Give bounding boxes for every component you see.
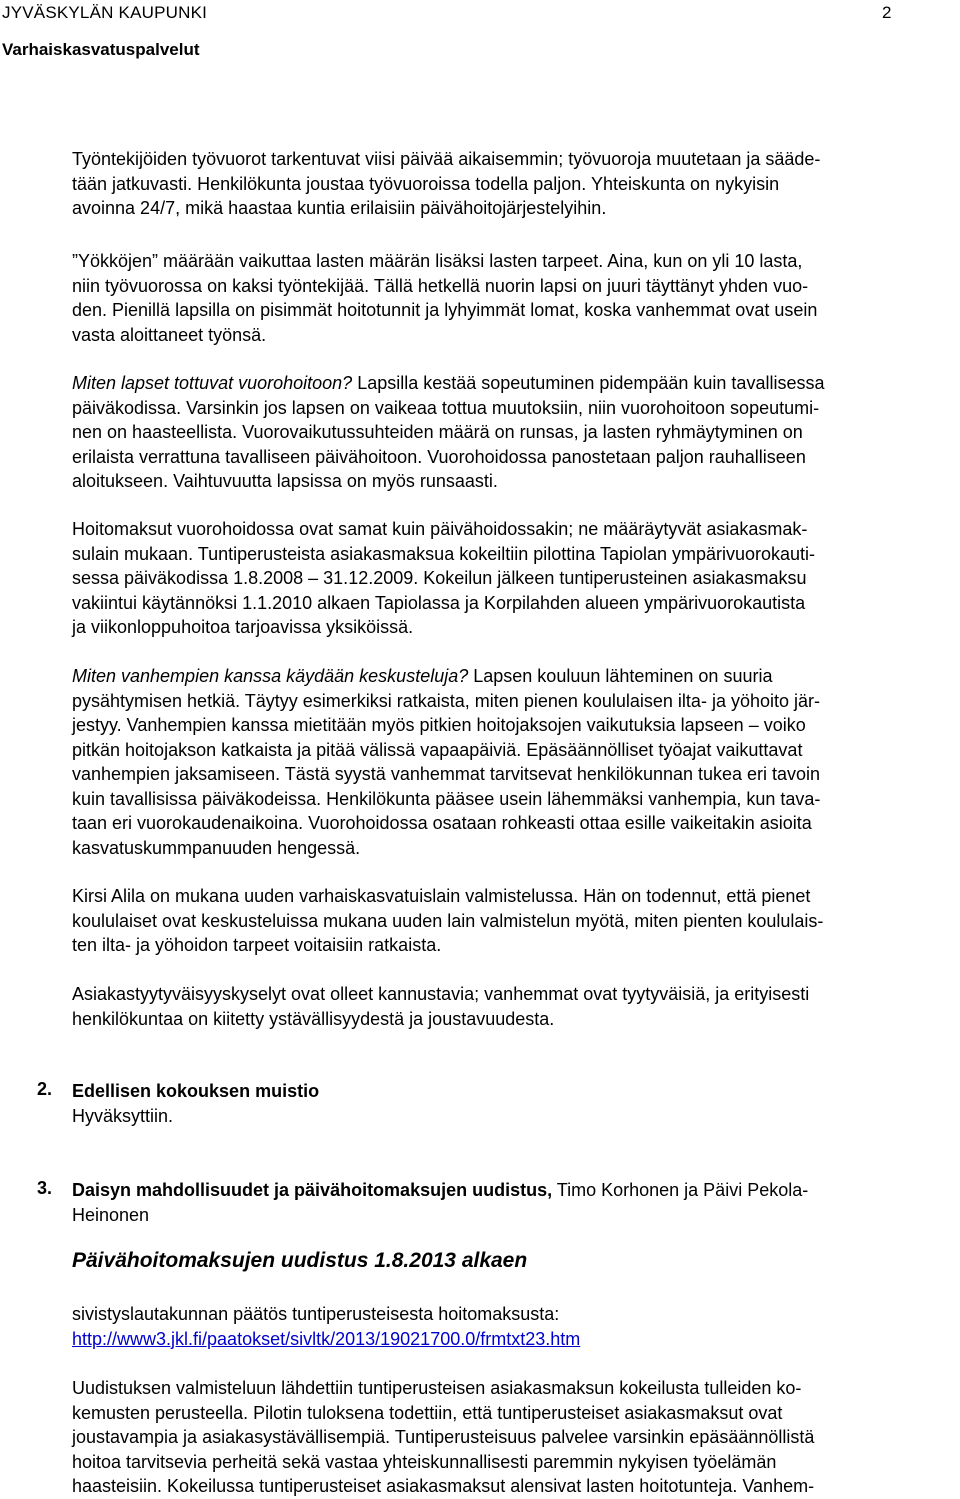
- text-line: den. Pienillä lapsilla on pisimmät hoitotunnit ja lyhyimmät lomat, koska vanhemmat ovat usein: [72, 300, 818, 320]
- text-line: avoinna 24/7, mikä haastaa kuntia erilaisiin päivähoitojärjestelyihin.: [72, 198, 607, 218]
- text-line: Heinonen: [72, 1204, 150, 1225]
- text-line: kuin tavallisissa päiväkodeissa. Henkilökunta pääsee usein lähemmäksi vanhempia, kun tava-: [72, 788, 821, 809]
- text-line: erilaista verrattuna tavalliseen päivähoitoon. Vuorohoidossa panostetaan paljon rauhalliseen: [72, 446, 806, 467]
- paragraph-parents: [72, 664, 952, 860]
- text-line: Kirsi Alila on mukana uuden varhaiskasvatuislain valmistelussa. Hän on todennut, että pienet: [72, 886, 811, 906]
- paragraph-law: [72, 884, 952, 958]
- item-number: 3.: [37, 1178, 53, 1198]
- text-line: taan eri vuorokaudenaikoina. Vuorohoidossa osataan rohkeasti ottaa esille vaikeitakin asioita: [72, 813, 812, 833]
- text-line: Uudistuksen valmisteluun lähdettiin tuntiperusteisen asiakasmaksun kokeilusta tulleiden ko-: [72, 1378, 802, 1398]
- text-line: pitkän hoitojakson katkaista ja pitää välissä vapaapäiviä. Epäsäännölliset työajat vaikuttavat: [72, 739, 803, 760]
- text-line: niin työvuorossa on kaksi työntekijää. Tällä hetkellä nuorin lapsi on juuri täyttänyt yhden vuo-: [72, 275, 809, 296]
- text-line: Työntekijöiden työvuorot tarkentuvat viisi päivää aikaisemmin; työvuoroja muutetaan ja sääde-: [72, 149, 821, 169]
- text-line: Asiakastyytyväisyyskyselyt ovat olleet kannustavia; vanhemmat ovat tyytyväisiä, ja erityisesti: [72, 984, 810, 1004]
- text-line: tään jatkuvasti. Henkilökunta joustaa työvuoroissa todella paljon. Yhteiskunta on nykyisin: [72, 173, 780, 194]
- text-line: kemusten perusteella. Pilotin tuloksena todettiin, että tuntiperusteiset asiakasmaksut ovat: [72, 1402, 783, 1423]
- item-title: Daisyn mahdollisuudet ja päivähoitomaksujen uudistus,: [72, 1180, 553, 1200]
- agenda-item-2: [72, 1079, 952, 1128]
- text-line: vanhempien jaksamiseen. Tästä syystä vanhemmat tarvitsevat henkilökunnan tukea eri tavoin: [72, 764, 821, 784]
- question-text: Miten lapset tottuvat vuorohoitoon?: [72, 373, 353, 393]
- text-line: ja viikonloppuhoitoa tarjoavissa yksiköissä.: [72, 617, 414, 637]
- paragraph-shifts: [72, 147, 952, 221]
- text-line: pysähtymisen hetkiä. Täytyy esimerkiksi ratkaista, miten pienen koululaisen ilta- ja yöhoito jär-: [72, 690, 820, 711]
- text-line: henkilökuntaa on kiitetty ystävällisyydestä ja joustavuudesta.: [72, 1008, 555, 1029]
- text-line: vakiintui käytännöksi 1.1.2010 alkaen Tapiolassa ja Korpilahden alueen ympärivuorokautista: [72, 592, 806, 613]
- item-presenters: Timo Korhonen ja Päivi Pekola-: [552, 1180, 809, 1200]
- text-line: [72, 664, 952, 689]
- header-city: JYVÄSKYLÄN KAUPUNKI: [2, 3, 208, 22]
- text-line: nen on haasteellista. Vuorovaikutussuhteiden määrä on runsas, ja lasten ryhmäytyminen on: [72, 422, 803, 442]
- text-line: [72, 1178, 952, 1203]
- text-line: sessa päiväkodissa 1.8.2008 – 31.12.2009. Kokeilun jälkeen tuntiperusteinen asiakasmaksu: [72, 568, 807, 588]
- text-line: haasteisiin. Kokeilussa tuntiperusteiset asiakasmaksut alensivat lasten hoitotunteja. Vanhem-: [72, 1476, 815, 1496]
- item-text: Hyväksyttiin.: [72, 1105, 174, 1126]
- question-text: Miten vanhempien kanssa käydään keskusteluja?: [72, 666, 469, 686]
- text-line: hoitoa tarvitsevia perheitä sekä vastaa yhteiskunnallisesti paremmin nykyisen työelämän: [72, 1451, 777, 1472]
- item-number: 2.: [37, 1079, 53, 1099]
- paragraph-adaptation: [72, 371, 952, 494]
- text-line: ten ilta- ja yöhoidon tarpeet voitaisiin ratkaista.: [72, 935, 442, 955]
- text-line: vasta aloittaneet työnsä.: [72, 324, 267, 345]
- text-line: päiväkodissa. Varsinkin jos lapsen on vaikeaa tottua muutoksiin, niin vuorohoitoon sopeutumi-: [72, 397, 820, 418]
- agenda-item-3: [72, 1178, 952, 1227]
- paragraph-decision: [72, 1302, 952, 1351]
- text-line: joustavampia ja asiakasystävällisempiä. Tuntiperusteisuus palvelee varsinkin epäsäännöllistä: [72, 1427, 815, 1447]
- page-number: 2: [882, 3, 892, 22]
- decision-link[interactable]: http://www3.jkl.fi/paatokset/sivltk/2013/19021700.0/frmtxt23.htm: [72, 1328, 581, 1349]
- text-span: Lapsilla kestää sopeutuminen pidempään kuin tavallisessa: [352, 373, 825, 393]
- paragraph-reform: [72, 1376, 952, 1499]
- text-line: ”Yökköjen” määrään vaikuttaa lasten määrän lisäksi lasten tarpeet. Aina, kun on yli 10 lasta,: [72, 251, 803, 271]
- decision-text: sivistyslautakunnan päätös tuntiperusteisesta hoitomaksusta:: [72, 1304, 560, 1324]
- paragraph-fees: [72, 517, 952, 640]
- text-line: aloitukseen. Vaihtuvuutta lapsissa on myös runsaasti.: [72, 471, 498, 491]
- text-line: [72, 1327, 952, 1352]
- text-line: Hoitomaksut vuorohoidossa ovat samat kuin päivähoidossakin; ne määräytyvät asiakasmak-: [72, 519, 808, 539]
- text-line: kasvatuskummpanuuden hengessä.: [72, 837, 361, 858]
- text-span: Lapsen kouluun lähteminen on suuria: [468, 666, 773, 686]
- paragraph-night-staff: [72, 249, 952, 347]
- header-department: Varhaiskasvatuspalvelut: [2, 40, 200, 59]
- text-line: jestyy. Vanhempien kanssa mietitään myös pitkien hoitojaksojen vaikutuksia lapseen – voiko: [72, 715, 806, 735]
- section-heading: Päivähoitomaksujen uudistus 1.8.2013 alkaen: [72, 1249, 528, 1272]
- text-line: koululaiset ovat keskusteluissa mukana uuden lain valmistelun myötä, miten pienten koululais-: [72, 910, 824, 931]
- text-line: sulain mukaan. Tuntiperusteista asiakasmaksua kokeiltiin pilottina Tapiolan ympärivuorokauti-: [72, 543, 816, 564]
- text-line: [72, 371, 952, 396]
- paragraph-satisfaction: [72, 982, 952, 1031]
- item-title: Edellisen kokouksen muistio: [72, 1081, 320, 1101]
